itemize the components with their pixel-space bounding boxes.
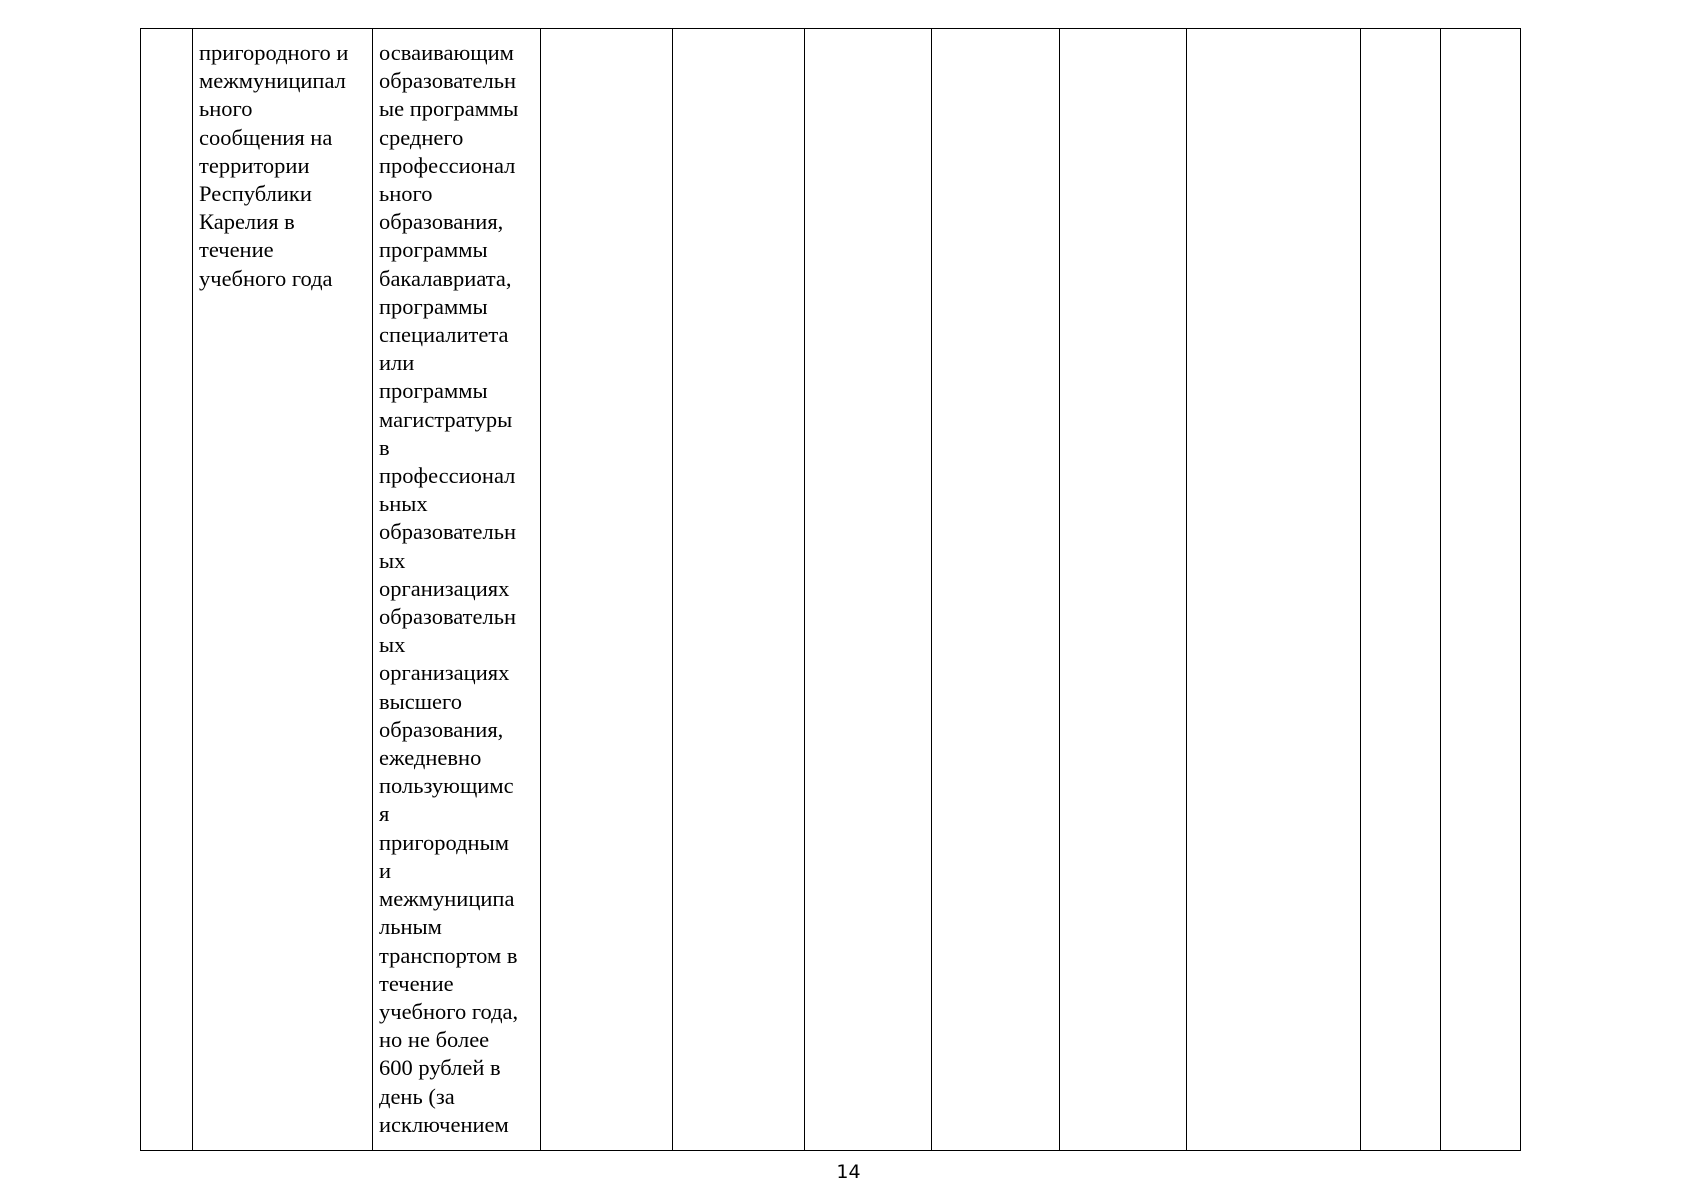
table-cell-number: [141, 29, 193, 1151]
table-cell-description: [373, 29, 541, 1151]
table-cell-9: [1187, 29, 1361, 1151]
cell-text-name: пригородного и межмуниципал ьного сообщения на территории Республики Карелия в течение учебного года: [199, 40, 349, 291]
table-cell-11: [1441, 29, 1521, 1151]
table-cell-6: [805, 29, 932, 1151]
table-row: [141, 29, 1521, 1151]
table-cell-7: [932, 29, 1060, 1151]
table-cell-8: [1060, 29, 1187, 1151]
table-cell-name: [193, 29, 373, 1151]
cell-text-description: осваивающим образовательн ые программы среднего профессионал ьного образования, программы бакалавриата, программы специалитета или программы магистратуры в профессионал ьных образовательн ых организациях образовательн ых организациях высшего образования, ежедневно пользующимс я пригородным и межмуниципа льным транспортом в течение учебного года, но не более 600 рублей в день (за исключением: [379, 40, 519, 1137]
table-cell-10: [1361, 29, 1441, 1151]
table-cell-5: [673, 29, 805, 1151]
page-number: 14: [836, 1161, 861, 1183]
data-table: [140, 28, 1521, 1151]
table-cell-4: [541, 29, 673, 1151]
